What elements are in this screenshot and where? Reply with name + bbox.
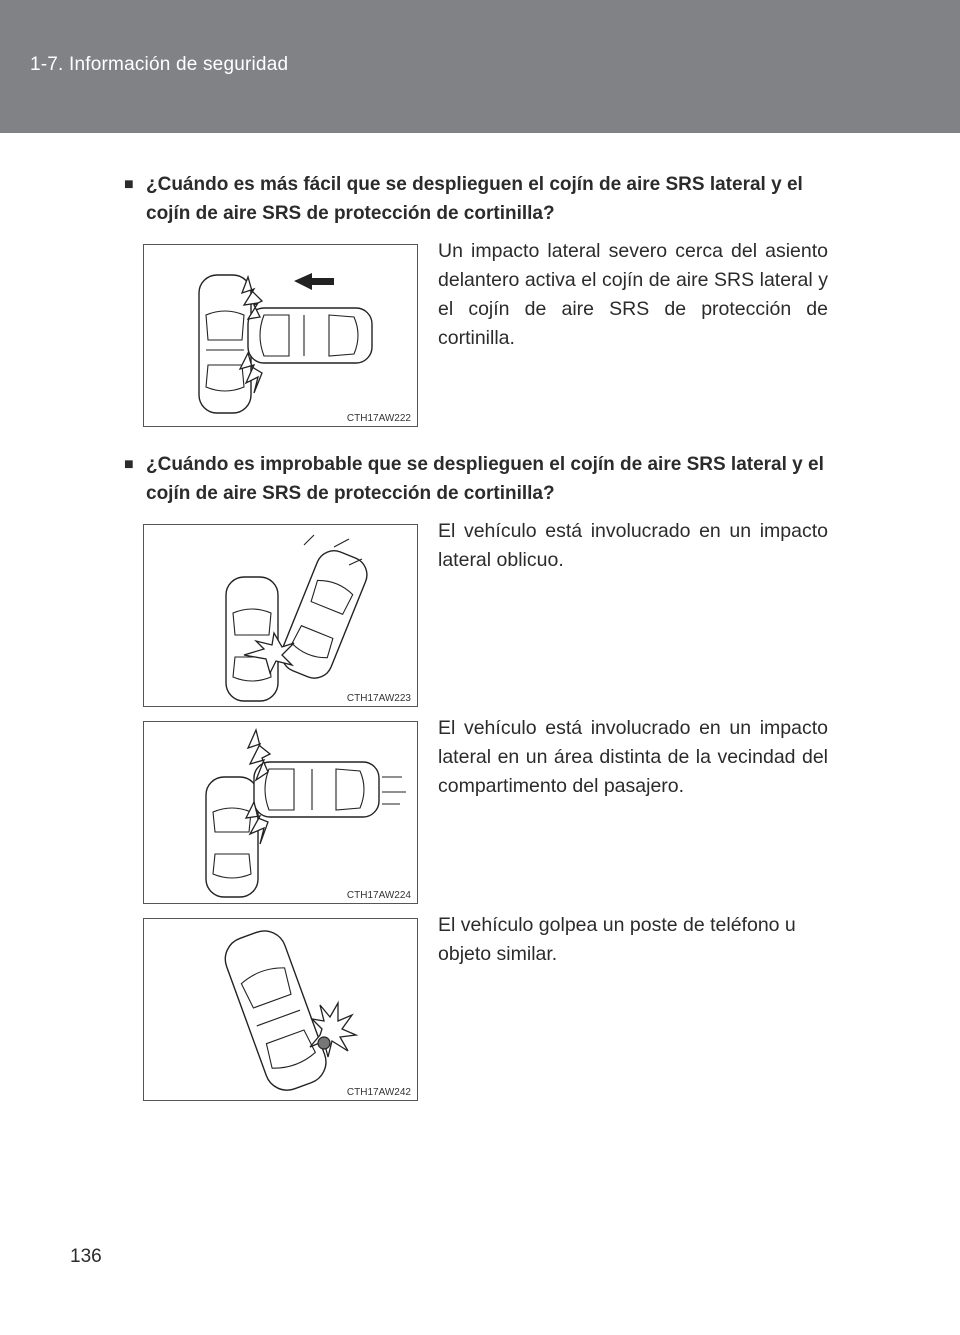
- pole-impact-illustration: [144, 919, 418, 1101]
- rear-side-impact-illustration: [144, 722, 418, 904]
- page-number: 136: [70, 1246, 102, 1267]
- figure-description: Un impacto lateral severo cerca del asiento delantero activa el cojín de aire SRS lateral y el cojín de aire SRS de protección de cortinilla.: [438, 240, 828, 349]
- figure-rear-side-impact: [143, 721, 418, 904]
- oblique-impact-illustration: [144, 525, 418, 707]
- section-heading-likely: [124, 170, 836, 228]
- figure-description: El vehículo está involucrado en un impacto lateral oblicuo.: [438, 520, 828, 571]
- section-heading-unlikely: [124, 450, 836, 508]
- figure-description: El vehículo golpea un poste de teléfono u objeto similar.: [438, 914, 796, 965]
- figure-code: CTH17AW222: [346, 413, 411, 424]
- page-header: [0, 0, 960, 133]
- figure-description: El vehículo está involucrado en un impacto lateral en un área distinta de la vecindad del compartimento del pasajero.: [438, 717, 828, 797]
- figure-pole-impact: [143, 918, 418, 1101]
- square-bullet-icon: ■: [124, 456, 134, 473]
- figure-code: CTH17AW224: [346, 890, 411, 901]
- figure-code: CTH17AW223: [346, 693, 411, 704]
- figure-side-impact: [143, 244, 418, 427]
- figure-code: CTH17AW242: [346, 1087, 411, 1098]
- section-heading-text: ¿Cuándo es más fácil que se desplieguen el cojín de aire SRS lateral y el cojín de aire SRS de protección de cortinilla?: [146, 174, 803, 224]
- side-impact-illustration: [144, 245, 418, 427]
- section-heading-text: ¿Cuándo es improbable que se desplieguen el cojín de aire SRS lateral y el cojín de aire SRS de protección de cortinilla?: [146, 454, 824, 504]
- header-title: 1-7. Información de seguridad: [30, 54, 289, 75]
- figure-oblique-impact: [143, 524, 418, 707]
- square-bullet-icon: ■: [124, 176, 134, 193]
